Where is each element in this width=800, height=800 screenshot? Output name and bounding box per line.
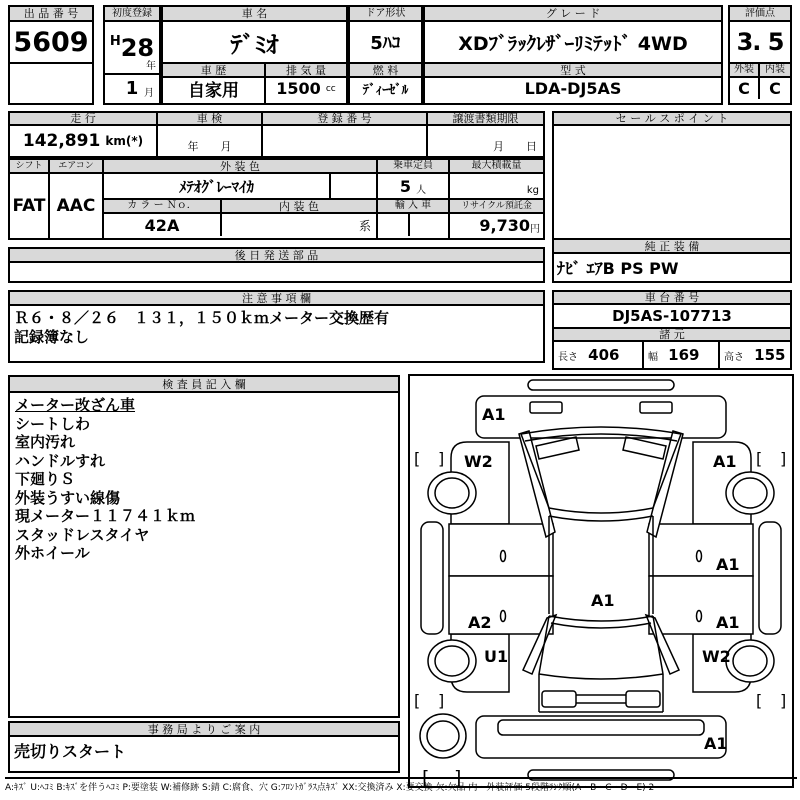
inspector-line: 外ホイール [15, 544, 90, 562]
ext-int-value-row [730, 78, 790, 99]
history-column [163, 64, 266, 103]
trunk-bracket-right [626, 691, 660, 707]
registration-month: 1 [125, 77, 139, 99]
later-parts-header: 後 日 発 送 部 品 [10, 249, 543, 263]
damage-label-front-bumper: A1 [482, 405, 506, 424]
inspector-block [8, 375, 400, 718]
rear-panel-shape [476, 716, 726, 758]
import-value-row [378, 214, 448, 236]
dimensions-header: 諸 元 [554, 329, 790, 342]
aircon-column [50, 160, 104, 238]
capacity-header: 乗車定員 [378, 160, 448, 174]
damage-label-roof: A1 [591, 591, 615, 610]
displacement-value: 1500 cc [276, 79, 336, 98]
bracket-glyph: ] [438, 449, 445, 468]
bracket-glyph: ] [780, 449, 787, 468]
mileage-value: 142,891 km(*) [22, 131, 144, 151]
model-code-value: LDA-DJ5AS [524, 79, 622, 98]
transfer-docs-column [428, 113, 543, 156]
recycle-unit: 円 [530, 223, 540, 235]
bracket-glyph: [ [414, 691, 421, 710]
damage-label-right-rear-door: A1 [716, 613, 740, 632]
exterior-grade: C [730, 78, 760, 99]
capacity-unit: 人 [416, 184, 427, 196]
car-name-value: ﾃﾞﾐｵ [163, 22, 346, 64]
car-diagram [410, 376, 792, 786]
exterior-color-column [104, 160, 378, 238]
color-no-value: 42A [104, 214, 222, 236]
dimensions-row [554, 342, 790, 368]
shift-column [10, 160, 50, 238]
damage-label-rear-bumper: A1 [704, 734, 728, 753]
trunk-bracket-links [576, 695, 626, 703]
bracket-glyph: [ [756, 449, 763, 468]
grade-header: グ レ ー ド [425, 7, 721, 22]
registration-number-value [263, 126, 426, 156]
interior-color-header: 内 装 色 [222, 200, 376, 212]
left-rear-door-shape [449, 576, 553, 634]
oem-equipment-header: 純 正 装 備 [554, 238, 790, 254]
lot-number-value: 5609 [10, 22, 92, 64]
import-value-cell-2 [410, 214, 448, 236]
exterior-color-row [104, 174, 376, 200]
displacement-header: 排 気 量 [266, 64, 346, 78]
fuel-header: 燃 料 [350, 64, 421, 78]
lot-number-block [8, 5, 94, 105]
registration-number-column [263, 113, 428, 156]
inspector-line: スタッドレスタイヤ [15, 525, 150, 544]
mileage-header: 走 行 [10, 113, 156, 126]
door-shape-value: 5ﾊｺ [350, 22, 421, 64]
office-notice-block [8, 721, 400, 773]
sales-point-value [554, 126, 790, 238]
first-registration-header: 初度登録 [105, 7, 159, 22]
first-registration-year-cell [105, 22, 159, 75]
model-code-header: 型 式 [425, 64, 721, 78]
spec-grid [8, 158, 545, 240]
height-cell [720, 342, 790, 368]
lot-number-header: 出 品 番 号 [10, 7, 92, 22]
bracket-glyph: ] [454, 767, 462, 786]
color-no-header: カ ラ ー Ｎｏ． [104, 200, 222, 212]
max-load-value: kg [450, 174, 543, 200]
lot-number-empty-cell [10, 64, 92, 99]
shift-value: FAT [12, 196, 46, 216]
note-line: 記録簿なし [14, 328, 90, 346]
length-cell [554, 342, 644, 368]
inspector-line: メーター改ざん車 [15, 396, 136, 414]
colorno-intcolor-header-row [104, 200, 376, 214]
inspection-header: 車 検 [158, 113, 261, 126]
registration-number-header: 登 録 番 号 [263, 113, 426, 126]
width-label: 幅 [648, 351, 658, 363]
notes-content [10, 306, 543, 350]
car-name-block [161, 5, 348, 105]
inspector-line: 下廻りＳ [15, 470, 76, 488]
bracket-glyph: ] [780, 691, 787, 710]
grade-block [423, 5, 723, 105]
aircon-header: エアコン [50, 160, 102, 174]
score-block [728, 5, 792, 105]
recycle-header: リサイクル預託金 [450, 200, 543, 214]
inspector-line: 現メーター１１７４１ｋｍ [15, 507, 196, 525]
inspection-column [158, 113, 263, 156]
inspector-content [10, 393, 398, 566]
inspector-line: 室内汚れ [15, 433, 76, 451]
score-value: 3. 5 [730, 22, 790, 64]
office-notice-header: 事 務 局 よ り ご 案 内 [10, 723, 398, 737]
car-name-header: 車 名 [163, 7, 346, 22]
length-label: 長さ [558, 351, 578, 363]
mileage-bar [8, 111, 545, 158]
bracket-glyph: [ [422, 767, 430, 786]
exterior-header: 外装 [730, 64, 760, 76]
score-header: 評価点 [730, 7, 790, 22]
inspector-line: ハンドルすれ [15, 451, 106, 470]
damage-label-right-front-door: A1 [716, 555, 740, 574]
chassis-value: DJ5AS-107713 [554, 305, 790, 329]
mileage-column [10, 113, 158, 156]
shift-header: シフト [10, 160, 48, 174]
exterior-color-empty-cell [331, 174, 376, 198]
history-displacement-row [163, 64, 346, 103]
capacity-import-column [378, 160, 450, 238]
sales-point-header: セ ー ル ス ポ イ ン ト [554, 113, 790, 126]
interior-grade: C [769, 79, 781, 98]
mileage-unit: km(*) [105, 134, 144, 148]
chassis-block [552, 290, 792, 370]
bracket-glyph: [ [414, 449, 421, 468]
damage-label-left-rear-door: A2 [468, 613, 492, 632]
history-header: 車 歴 [163, 64, 264, 78]
fuel-value: ﾃﾞｨｰｾﾞﾙ [362, 83, 409, 98]
bracket-glyph: [ [756, 691, 763, 710]
front-bumper-strip [528, 380, 674, 390]
right-sill-shape [759, 522, 781, 634]
aircon-value: AAC [56, 196, 96, 216]
note-line: Ｒ６・８／２６ １３１，１５０ｋｍメーター交換歴有 [14, 309, 390, 327]
damage-label-left-front-fender: W2 [464, 452, 493, 471]
left-front-door-shape [449, 524, 553, 576]
front-panel-shape [476, 396, 726, 438]
damage-label-right-rear-fender: W2 [702, 647, 731, 666]
year-suffix: 年 [146, 61, 156, 72]
first-registration-block [103, 5, 161, 105]
inspector-line: シートしわ [15, 414, 91, 433]
damage-diagram-box [408, 374, 794, 788]
legend-footer: A:ｷｽﾞ U:ﾍｺﾐ B:ｷｽﾞを伴うﾍｺﾐ P:要塗装 W:補修跡 S:錆 C:腐食、穴 G:ﾌﾛﾝﾄｶﾞﾗｽ点ｷｽﾞ XX:交換済み X:要交換 欠:欠品 内・外装評価 5段階ﾗﾝｸ順(A・B・C・D・E) 2 [5, 777, 797, 797]
colorno-intcolor-value-row [104, 214, 376, 236]
month-suffix: 月 [144, 88, 154, 99]
transfer-docs-value: 月 日 [493, 140, 537, 153]
import-value-cell-1 [378, 214, 410, 236]
exterior-color-value: ﾒﾃｵｸﾞﾚｰﾏｲｶ [104, 174, 331, 198]
maxload-recycle-column [450, 160, 543, 238]
interior-color-value: 系 [358, 218, 371, 233]
recycle-value: 9,730 円 [479, 215, 540, 235]
notes-block [8, 290, 545, 363]
inspector-header: 検 査 員 記 入 欄 [10, 377, 398, 393]
door-shape-header: ドア形状 [350, 7, 421, 22]
max-load-header: 最大積載量 [450, 160, 543, 174]
sales-point-block [552, 111, 792, 283]
notes-header: 注 意 事 項 欄 [10, 292, 543, 306]
height-label: 高さ [724, 351, 744, 363]
damage-label-right-front-fender: A1 [713, 452, 737, 471]
inspection-value: 年 月 [187, 140, 232, 153]
era-letter: H [109, 34, 121, 49]
damage-label-left-rear-fender: U1 [484, 647, 509, 666]
later-parts-value [10, 263, 543, 281]
transfer-docs-header: 譲渡書類期限 [428, 113, 543, 126]
trunk-bracket-left [542, 691, 576, 707]
door-shape-block [348, 5, 423, 105]
oem-equipment-value: ﾅﾋﾞ ｴｱB PS PW [557, 259, 679, 278]
left-sill-shape [421, 522, 443, 634]
registration-year: 28 [120, 33, 155, 62]
length-value: 406 [588, 346, 620, 364]
width-cell [644, 342, 720, 368]
exterior-color-header: 外 装 色 [104, 160, 376, 174]
displacement-unit: cc [325, 83, 336, 94]
ext-int-header-row [730, 64, 790, 78]
inspector-line: 外装うすい線傷 [15, 488, 121, 507]
grade-value: XDﾌﾞﾗｯｸﾚｻﾞｰﾘﾐﾃｯﾄﾞ 4WD [425, 22, 721, 64]
chassis-header: 車 台 番 号 [554, 292, 790, 305]
width-value: 169 [668, 346, 700, 364]
capacity-value: 5 人 [378, 174, 448, 200]
import-header: 輸 入 車 [378, 200, 448, 214]
interior-header: 内装 [760, 64, 790, 76]
later-parts-block [8, 247, 545, 283]
height-value: 155 [754, 346, 786, 364]
history-value: 自家用 [188, 81, 239, 99]
bracket-glyph: ] [438, 691, 445, 710]
first-registration-month-cell [105, 75, 159, 101]
displacement-column [266, 64, 346, 103]
office-notice-value: 売切りスタート [14, 742, 127, 761]
